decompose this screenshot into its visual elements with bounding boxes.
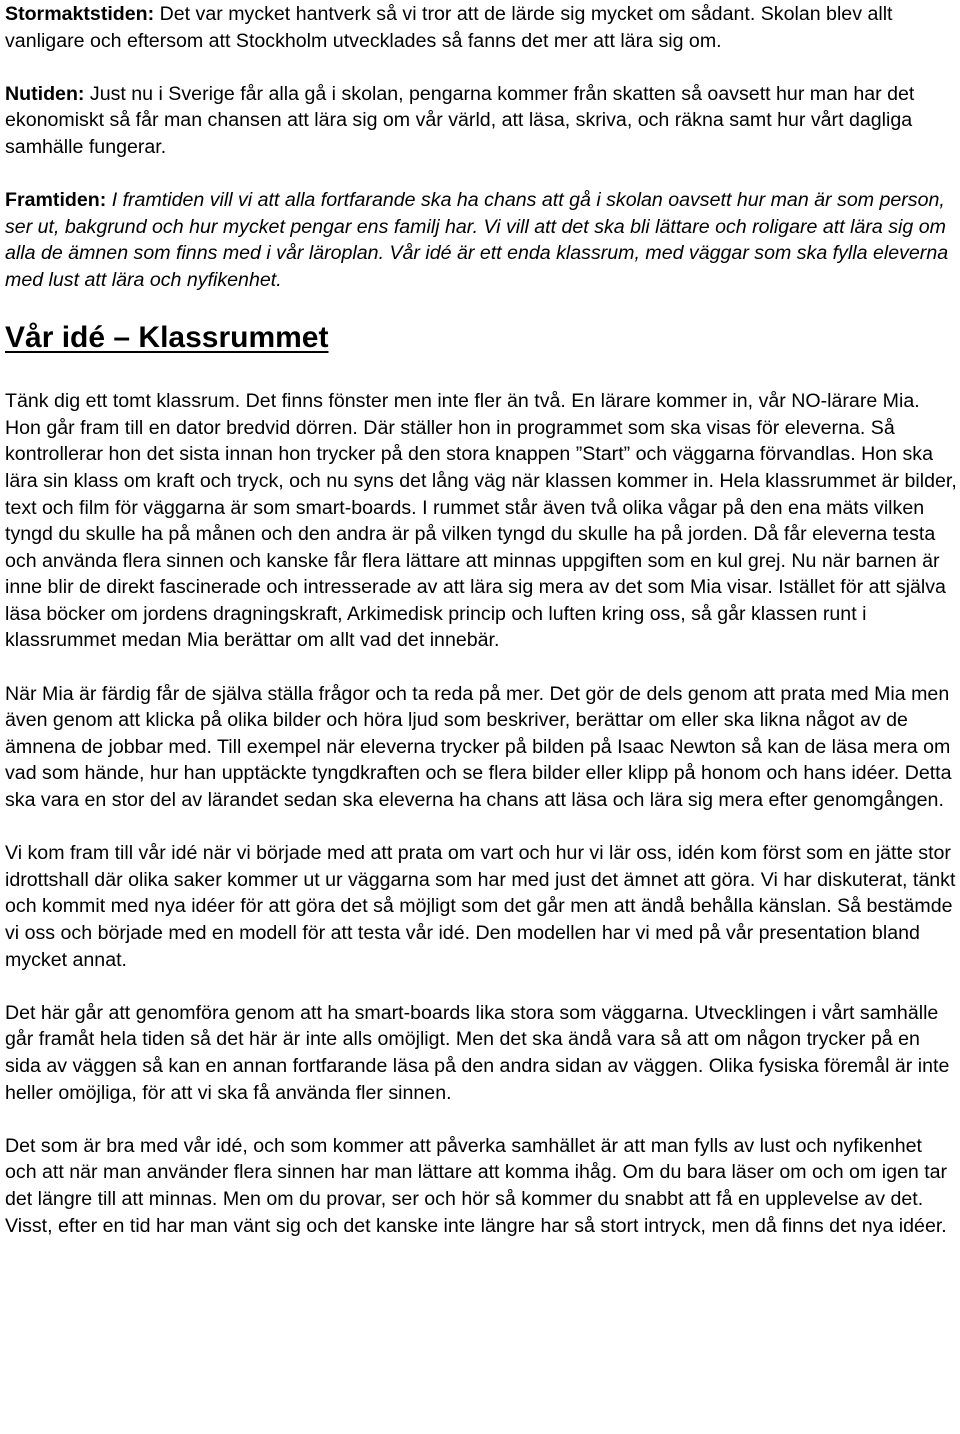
text-framtiden: I framtiden vill vi att alla fortfarande ska ha chans att gå i skolan oavsett hur man är som person, ser ut, bakgrund och hur mycket pengar ens familj har. Vi vill att det ska bli lättare och roligare att lära sig om alla de ämnen som finns med i vår läroplan. Vår idé är ett enda klassrum, med väggar som ska fylla eleverna med lust att lära och nyfikenhet. [5, 189, 949, 291]
paragraph-ide-ursprung: Vi kom fram till vår idé när vi började med att prata om vart och hur vi lär oss, idén kom först som en jätte stor idrottshall där olika saker kommer ut ur väggarna som har med just det ämnet att göra. Vi har diskuterat, tänkt och kommit med nya idéer för att göra det så möjligt som det går men att ändå behålla känslan. Så bestämde vi oss och började med en modell för att testa vår idé. Den modellen har vi med på vår presentation bland mycket annat. [5, 842, 956, 971]
paragraph-nutiden [5, 81, 957, 161]
label-framtiden: Framtiden: [5, 189, 107, 212]
paragraph-fordelar: Det som är bra med vår idé, och som kommer att påverka samhället är att man fylls av lust och nyfikenhet och att när man använder flera sinnen har man lättare att komma ihåg. Om du bara läser om och om igen tar det längre till att minnas. Men om du provar, ser och hör så kommer du snabbt att få en upplevelse av det. Visst, efter en tid har man vänt sig och det kanske inte längre har så stort intryck, men då finns det nya idéer. [5, 1134, 948, 1237]
paragraph-genomforande: Det här går att genomföra genom att ha smart-boards lika stora som väggarna. Utvecklingen i vårt samhälle går framåt hela tiden så det här är inte alls omöjligt. Men det ska ändå vara så att om någon trycker på en sida av väggen så kan en annan fortfarande läsa på den andra sidan av väggen. Olika fysiska föremål är inte heller omöjliga, för att vi ska få använda fler sinnen. [5, 1001, 950, 1104]
text-nutiden: Just nu i Sverige får alla gå i skolan, pengarna kommer från skatten så oavsett hur man har det ekonomiskt så får man chansen att lära sig om vår värld, att läsa, skriva, och räkna samt hur vårt dagliga samhälle fungerar. [5, 82, 915, 158]
label-stormaktstiden: Stormaktstiden: [5, 3, 155, 25]
section-heading: Vår idé – Klassrummet [5, 321, 329, 355]
paragraph-stormaktstiden [5, 1, 957, 54]
paragraph-mia: När Mia är färdig får de själva ställa frågor och ta reda på mer. Det gör de dels genom att prata med Mia men även genom att klicka på olika bilder och höra ljud som beskriver, berättar om eller ska likna något av de ämnena de jobbar med. Till exempel när eleverna trycker på bilden på Isaac Newton så kan de läsa mera om vad som hände, hur han upptäckte tyngdkraften och se flera bilder eller klipp på honom och hans idéer. Detta ska vara en stor del av lärandet sedan ska eleverna ha chans att läsa och lära sig mera efter genomgången. [5, 682, 952, 812]
document-page [5, 0, 957, 1266]
label-nutiden: Nutiden: [5, 82, 85, 105]
paragraph-klassrummet: Tänk dig ett tomt klassrum. Det finns fönster men inte fler än två. En lärare kommer in, vår NO-lärare Mia. Hon går fram till en dator bredvid dörren. Där ställer hon in programmet som ska visas för eleverna. Så kontrollerar hon det sista innan hon trycker på den stora knappen ”Start” och väggarna förvandlas. Hon ska lära sin klass om kraft och tryck, och nu syns det lång väg när klassen kommer in. Hela klassrummet är bilder, text och film för väggarna är som smart-boards. I rummet står även två olika vågar på den ena mäts vilken tyngd du skulle ha på månen och den andra är på vilken tyngd du skulle ha på jorden. Då får eleverna testa och använda flera sinnen och kanske får flera lättare att minnas uppgiften som en kul grej. Nu när barnen är inne blir de direkt fascinerade och intresserade av att lära sig mera av det som Mia visar. Istället för att själva läsa böcker om jordens dragningskraft, Arkimedisk princip och luften kring oss, så går klassen runt i klassrummet medan Mia berättar om allt vad det innebär. [5, 390, 957, 652]
paragraph-framtiden [5, 187, 957, 293]
text-stormaktstiden: Det var mycket hantverk så vi tror att de lärde sig mycket om sådant. Skolan blev allt vanligare och eftersom att Stockholm utvecklades så fanns det mer att lära sig om. [5, 3, 893, 52]
